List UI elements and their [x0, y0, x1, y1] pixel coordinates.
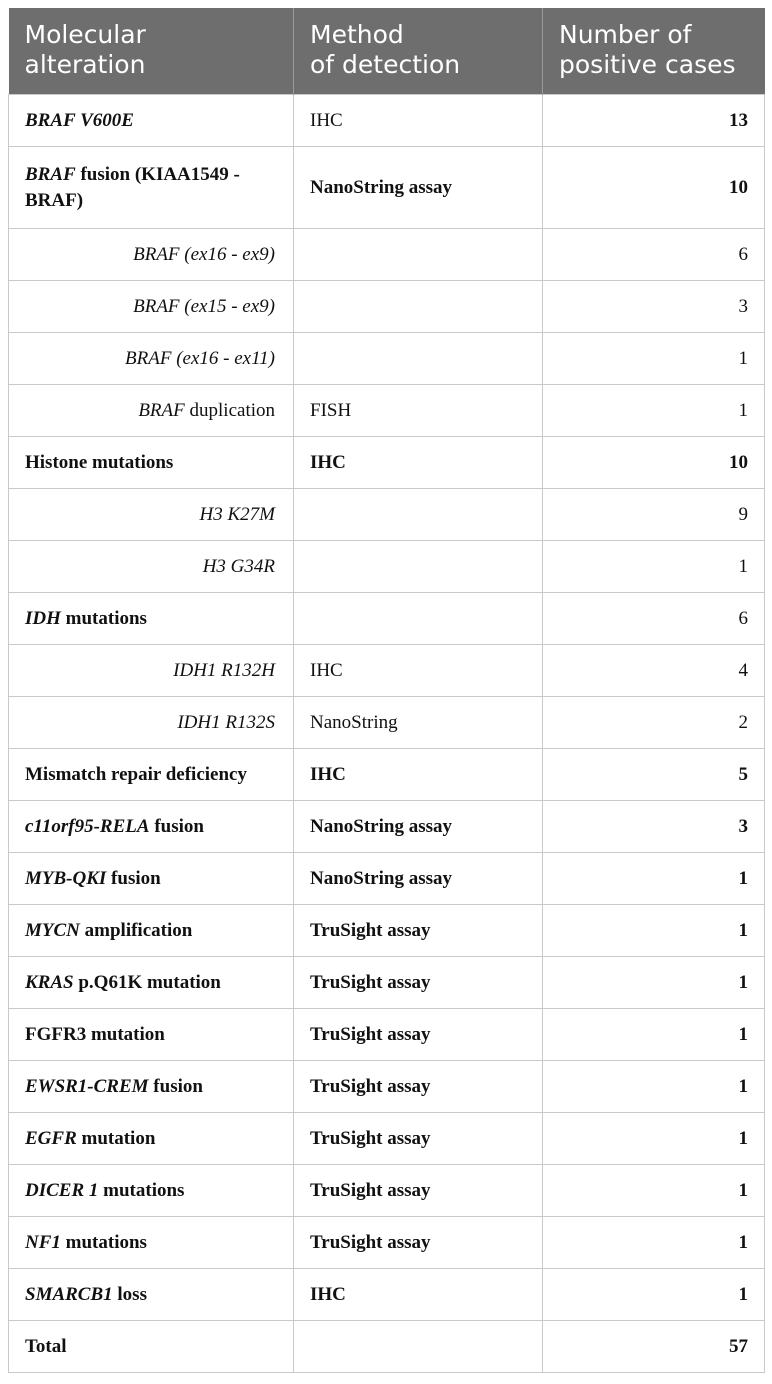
alteration-cell: IDH1 R132S: [9, 697, 294, 749]
count-cell: 9: [543, 489, 765, 541]
alteration-cell: MYCN amplification: [9, 905, 294, 957]
alteration-cell: BRAF V600E: [9, 95, 294, 147]
method-cell: NanoString: [294, 697, 543, 749]
count-cell: 1: [543, 853, 765, 905]
count-cell: 1: [543, 333, 765, 385]
method-cell: IHC: [294, 437, 543, 489]
alteration-cell: BRAF duplication: [9, 385, 294, 437]
table-row: [9, 749, 765, 801]
header-molecular-alteration: Molecular alteration: [9, 8, 294, 95]
alteration-cell: Mismatch repair deficiency: [9, 749, 294, 801]
count-cell: 6: [543, 229, 765, 281]
method-cell: TruSight assay: [294, 957, 543, 1009]
table-row: [9, 385, 765, 437]
table-row: [9, 437, 765, 489]
method-cell: TruSight assay: [294, 1217, 543, 1269]
alteration-cell: EWSR1-CREM fusion: [9, 1061, 294, 1113]
count-cell: 1: [543, 1113, 765, 1165]
method-cell: [294, 281, 543, 333]
count-cell: 57: [543, 1321, 765, 1373]
table-row: [9, 1061, 765, 1113]
table-row: [9, 645, 765, 697]
count-cell: 2: [543, 697, 765, 749]
alteration-cell: Total: [9, 1321, 294, 1373]
alteration-cell: EGFR mutation: [9, 1113, 294, 1165]
method-cell: TruSight assay: [294, 1113, 543, 1165]
count-cell: 10: [543, 437, 765, 489]
alteration-cell: NF1 mutations: [9, 1217, 294, 1269]
table-row: [9, 593, 765, 645]
count-cell: 1: [543, 1165, 765, 1217]
count-cell: 1: [543, 1061, 765, 1113]
alteration-cell: H3 G34R: [9, 541, 294, 593]
alteration-cell: IDH1 R132H: [9, 645, 294, 697]
count-cell: 1: [543, 541, 765, 593]
method-cell: TruSight assay: [294, 1165, 543, 1217]
count-cell: 3: [543, 281, 765, 333]
header-number-of-positive-cases: Number of positive cases: [543, 8, 765, 95]
method-cell: IHC: [294, 645, 543, 697]
alteration-cell: c11orf95-RELA fusion: [9, 801, 294, 853]
table-row: [9, 957, 765, 1009]
count-cell: 10: [543, 147, 765, 229]
method-cell: IHC: [294, 749, 543, 801]
method-cell: NanoString assay: [294, 853, 543, 905]
method-cell: FISH: [294, 385, 543, 437]
method-cell: [294, 541, 543, 593]
table-row: [9, 905, 765, 957]
method-cell: [294, 1321, 543, 1373]
alteration-cell: SMARCB1 loss: [9, 1269, 294, 1321]
table-row: [9, 1165, 765, 1217]
method-cell: NanoString assay: [294, 147, 543, 229]
method-cell: TruSight assay: [294, 1061, 543, 1113]
table-row: [9, 541, 765, 593]
alteration-cell: MYB-QKI fusion: [9, 853, 294, 905]
alteration-cell: KRAS p.Q61K mutation: [9, 957, 294, 1009]
alteration-cell: H3 K27M: [9, 489, 294, 541]
alteration-cell: BRAF (ex16 - ex9): [9, 229, 294, 281]
count-cell: 1: [543, 1217, 765, 1269]
table-row: [9, 281, 765, 333]
method-cell: IHC: [294, 95, 543, 147]
table-row: [9, 333, 765, 385]
method-cell: IHC: [294, 1269, 543, 1321]
table-row: [9, 229, 765, 281]
count-cell: 13: [543, 95, 765, 147]
count-cell: 1: [543, 1269, 765, 1321]
alteration-cell: FGFR3 mutation: [9, 1009, 294, 1061]
method-cell: TruSight assay: [294, 905, 543, 957]
count-cell: 6: [543, 593, 765, 645]
method-cell: [294, 593, 543, 645]
table-row: [9, 853, 765, 905]
alteration-cell: BRAF (ex16 - ex11): [9, 333, 294, 385]
method-cell: TruSight assay: [294, 1009, 543, 1061]
count-cell: 1: [543, 1009, 765, 1061]
count-cell: 5: [543, 749, 765, 801]
alteration-cell: IDH mutations: [9, 593, 294, 645]
method-cell: NanoString assay: [294, 801, 543, 853]
alteration-cell: DICER 1 mutations: [9, 1165, 294, 1217]
table-row: [9, 801, 765, 853]
alteration-cell: BRAF (ex15 - ex9): [9, 281, 294, 333]
header-method-of-detection: Method of detection: [294, 8, 543, 95]
table-row: [9, 1113, 765, 1165]
count-cell: 1: [543, 385, 765, 437]
count-cell: 4: [543, 645, 765, 697]
table-row: [9, 147, 765, 229]
count-cell: 1: [543, 905, 765, 957]
method-cell: [294, 229, 543, 281]
alteration-cell: BRAF fusion (KIAA1549 - BRAF): [9, 147, 294, 229]
header-row: [9, 8, 765, 95]
total-row: [9, 1321, 765, 1373]
count-cell: 3: [543, 801, 765, 853]
table-row: [9, 697, 765, 749]
method-cell: [294, 333, 543, 385]
table-row: [9, 1217, 765, 1269]
table-row: [9, 1269, 765, 1321]
table-row: [9, 1009, 765, 1061]
table-row: [9, 489, 765, 541]
method-cell: [294, 489, 543, 541]
alteration-cell: Histone mutations: [9, 437, 294, 489]
table-row: [9, 95, 765, 147]
molecular-alterations-table: [8, 8, 765, 1373]
count-cell: 1: [543, 957, 765, 1009]
